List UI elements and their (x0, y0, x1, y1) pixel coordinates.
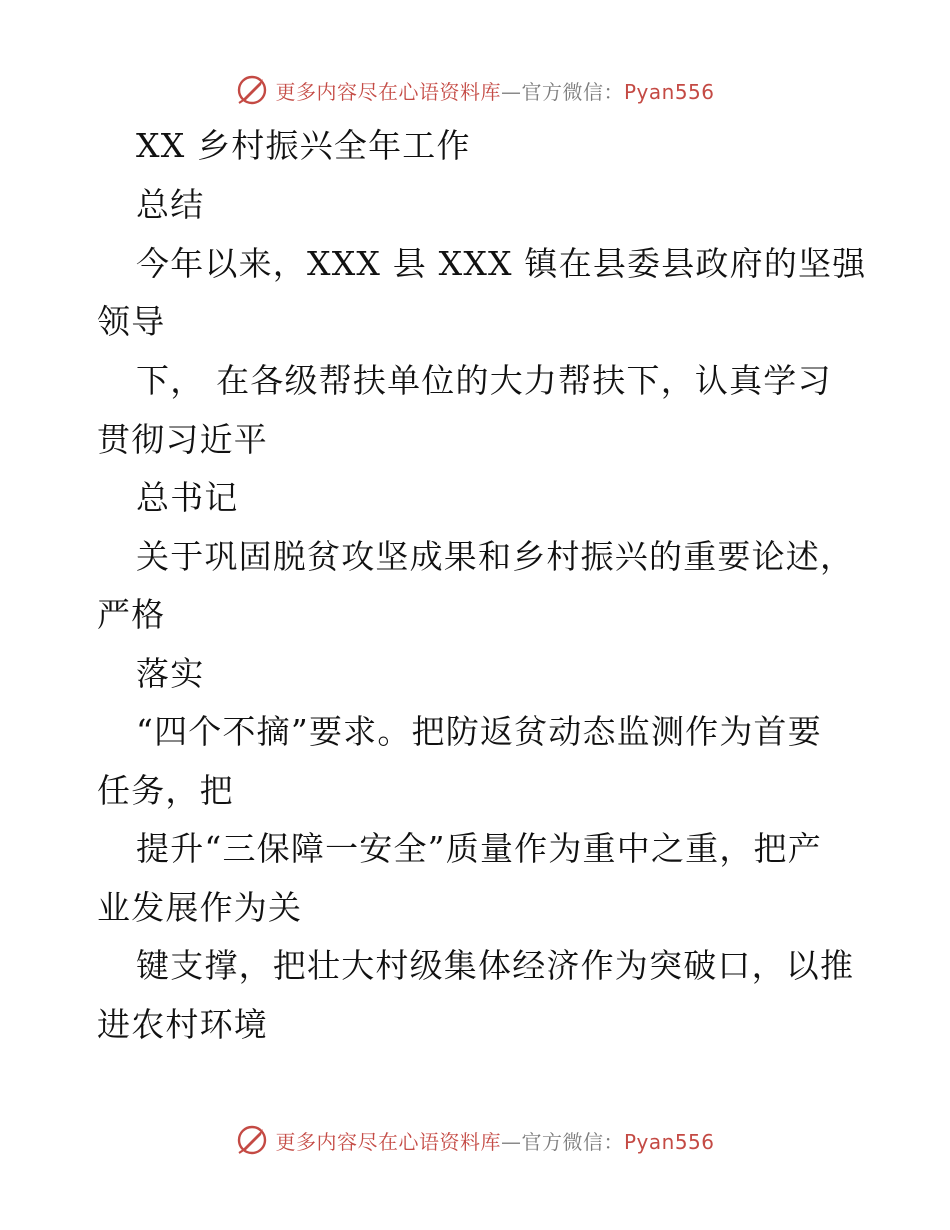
doc-line: 键支撑，把壮大村级集体经济作为突破口，以推 (136, 946, 855, 985)
doc-line: 总结 (136, 185, 205, 224)
doc-line: 任务，把 (97, 771, 234, 810)
doc-line: 领导 (97, 302, 166, 341)
quill-logo-icon (235, 1123, 269, 1157)
footer-banner-text (275, 1126, 714, 1155)
header-banner-id: Pyan556 (623, 79, 715, 104)
doc-line: 进农村环境 (97, 1005, 268, 1044)
doc-line: 业发展作为关 (97, 888, 303, 927)
footer-banner-official: 官方微信： (521, 1129, 624, 1154)
doc-line: 总书记 (136, 478, 239, 517)
doc-line: 下， 在各级帮扶单位的大力帮扶下，认真学习 (136, 361, 832, 400)
doc-line: 今年以来，XXX 县 XXX 镇在县委县政府的坚强 (136, 244, 867, 283)
doc-line: XX 乡村振兴全年工作 (136, 126, 471, 165)
header-banner (0, 70, 950, 110)
doc-line: 关于巩固脱贫攻坚成果和乡村振兴的重要论述， (136, 537, 855, 576)
header-banner-main: 更多内容尽在心语资料库 (275, 79, 501, 104)
footer-banner-id: Pyan556 (623, 1129, 715, 1154)
doc-line: 提升“三保障一安全”质量作为重中之重，把产 (136, 829, 822, 868)
footer-banner (0, 1120, 950, 1160)
header-banner-text (275, 76, 714, 105)
header-banner-dash: — (500, 79, 522, 104)
doc-line: 落实 (136, 654, 205, 693)
doc-line: 严格 (97, 595, 166, 634)
doc-line: 贯彻习近平 (97, 420, 268, 459)
footer-banner-dash: — (500, 1129, 522, 1154)
header-banner-official: 官方微信： (521, 79, 624, 104)
quill-logo-icon (235, 73, 269, 107)
footer-banner-main: 更多内容尽在心语资料库 (275, 1129, 501, 1154)
doc-line: “四个不摘”要求。把防返贫动态监测作为首要 (136, 712, 822, 751)
